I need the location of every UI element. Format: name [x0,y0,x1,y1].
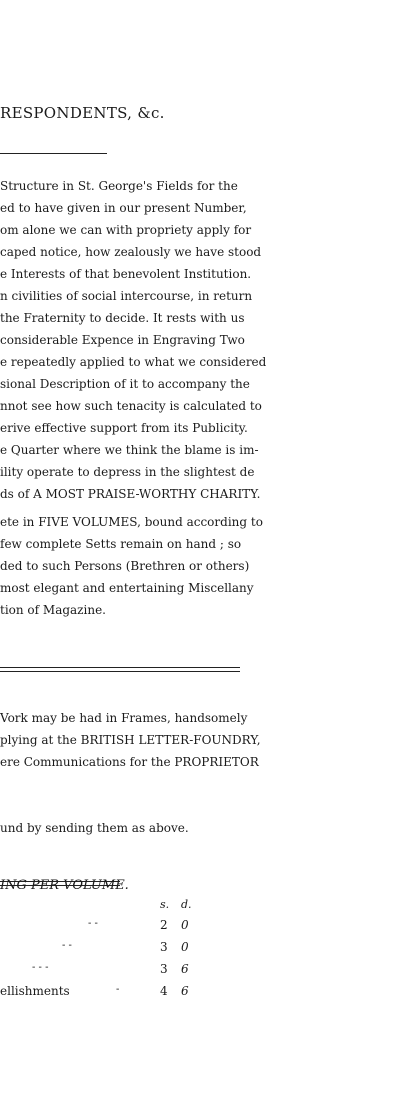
text-line: sional Description of it to accompany the [0,377,250,391]
text-line: e Quarter where we think the blame is im- [0,443,259,457]
price-pence: 0 [181,918,189,932]
price-row [0,940,200,962]
price-pence: 6 [181,962,189,976]
text-line: erive effective support from its Publicity. [0,421,248,435]
text-line: ility operate to depress in the slightest de [0,465,255,479]
pence-column-header: d. [181,898,192,911]
frames-paragraph [0,707,261,773]
text-line: the Fraternity to decide. It rests with us [0,311,245,325]
page-heading: RESPONDENTS, &c. [0,104,165,122]
section-rule [0,667,240,668]
text-line: und by sending them as above. [0,821,189,835]
text-line: ete in FIVE VOLUMES, bound according to [0,515,263,529]
price-row-leaders: - [116,984,120,995]
text-line: nnot see how such tenacity is calculated to [0,399,262,413]
section-rule [0,671,240,672]
text-line: caped notice, how zealously we have stood [0,245,262,259]
text-line: Vork may be had in Frames, handsomely [0,711,248,725]
price-pence: 6 [181,984,189,998]
price-row-leaders: - - [88,918,98,929]
price-row-label: ellishments [0,984,70,998]
text-line: ed to have given in our present Number, [0,201,247,215]
text-line: considerable Expence in Engraving Two [0,333,245,347]
volumes-paragraph [0,511,263,621]
text-line: plying at the BRITISH LETTER-FOUNDRY, [0,733,261,747]
text-line: Structure in St. George's Fields for the [0,179,238,193]
price-row-leaders: - - [62,940,72,951]
shillings-column-header: s. [160,898,170,911]
text-line: ded to such Persons (Brethren or others) [0,559,250,573]
price-pence: 0 [181,940,189,954]
text-line: tion of Magazine. [0,603,106,617]
text-line: n civilities of social intercourse, in return [0,289,253,303]
price-row [0,918,200,940]
text-line: e repeatedly applied to what we considered [0,355,267,369]
price-table-title: ING PER VOLUME. [0,878,129,893]
price-row-leaders: - - - [32,962,49,973]
price-row [0,962,200,984]
text-line: ds of A MOST PRAISE-WORTHY CHARITY. [0,487,261,501]
sending-paragraph [0,817,189,839]
text-line: om alone we can with propriety apply for [0,223,252,237]
text-line: ere Communications for the PROPRIETOR [0,755,259,769]
price-shillings: 3 [160,940,168,954]
notice-paragraph [0,175,266,505]
price-shillings: 4 [160,984,168,998]
price-shillings: 3 [160,962,168,976]
text-line: most elegant and entertaining Miscellany [0,581,254,595]
text-line: e Interests of that benevolent Institution. [0,267,252,281]
text-line: few complete Setts remain on hand ; so [0,537,242,551]
price-row [0,984,200,1006]
heading-rule [0,153,107,154]
price-shillings: 2 [160,918,168,932]
